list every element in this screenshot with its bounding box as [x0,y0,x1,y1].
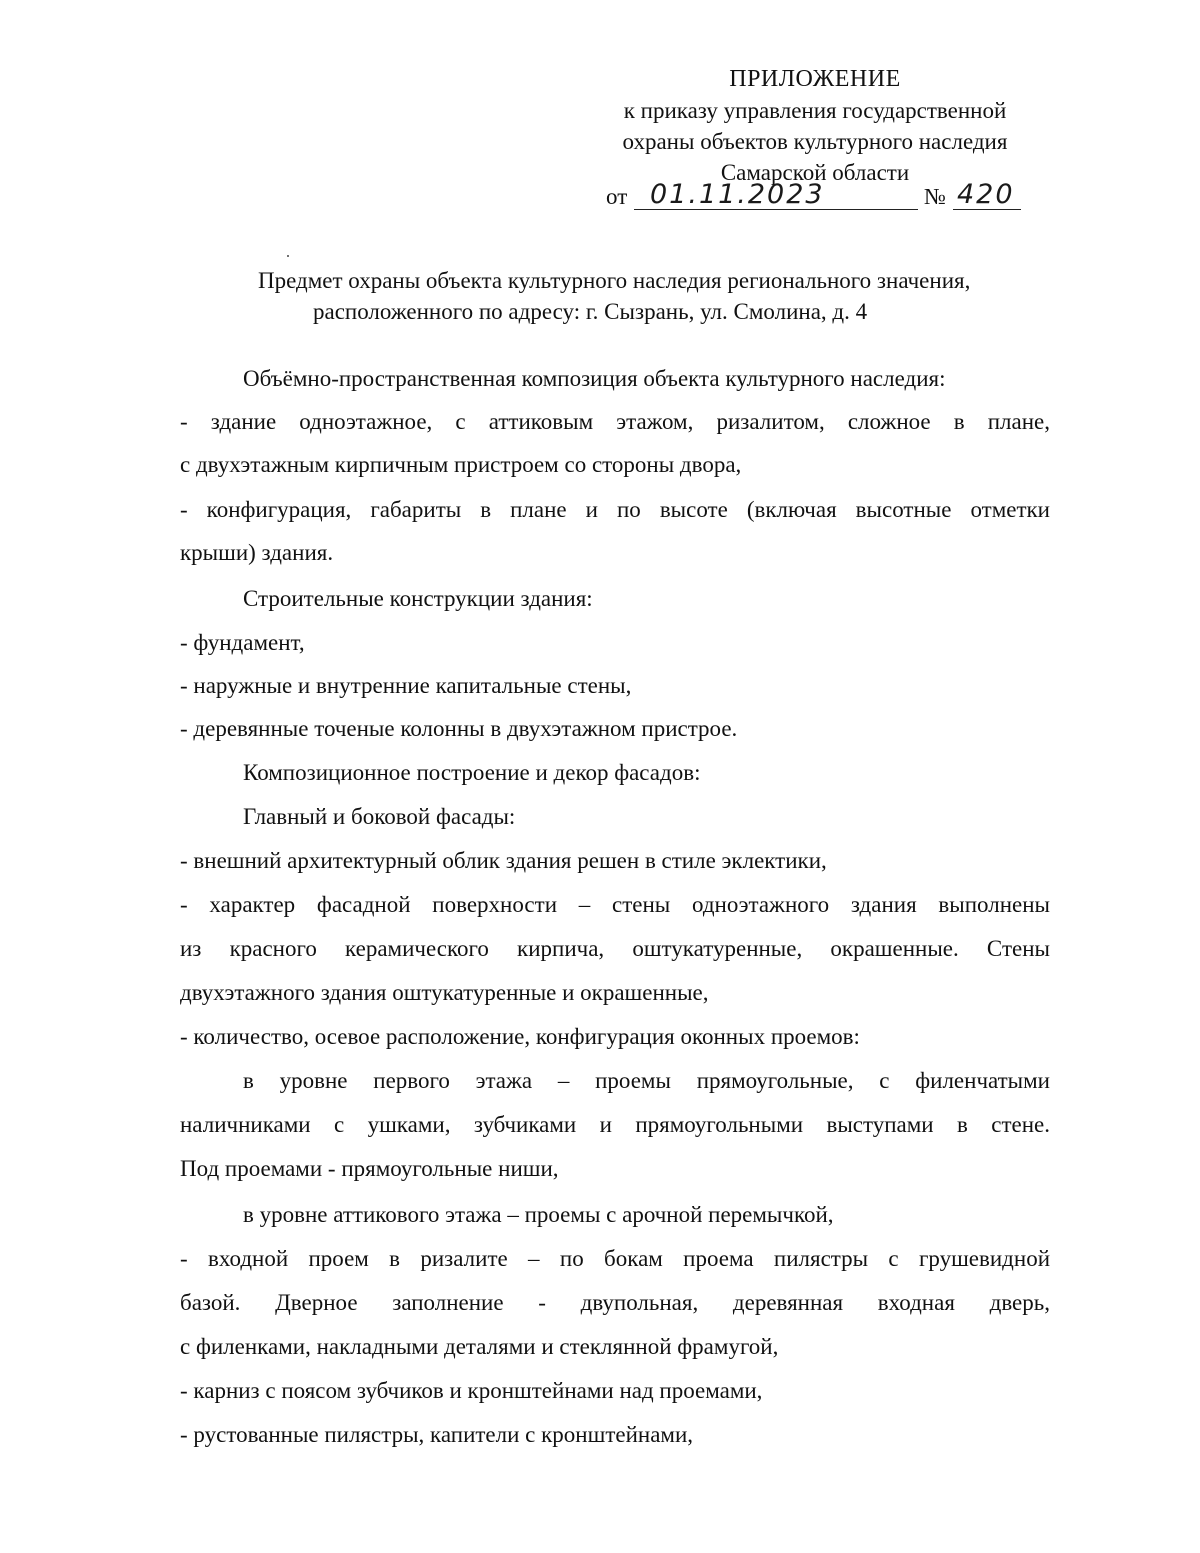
body-line: - наружные и внутренние капитальные стены, [180,673,632,698]
body-line: в уровне аттикового этажа – проемы с арочной перемычкой, [243,1202,834,1227]
body-line: двухэтажного здания оштукатуренные и окрашенные, [180,980,709,1005]
body-line: - внешний архитектурный облик здания решен в стиле эклектики, [180,848,827,873]
subject-line-2: расположенного по адресу: г. Сызрань, ул. Смолина, д. 4 [313,299,868,324]
body-line: - фундамент, [180,630,305,655]
body-line: - деревянные точеные колонны в двухэтажном пристрое. [180,716,738,741]
body-line: базой. Дверное заполнение - двупольная, деревянная входная дверь, [180,1290,1050,1315]
date-prefix: от [606,184,628,209]
scan-speck [287,255,289,257]
body-line: в уровне первого этажа – проемы прямоугольные, с филенчатыми [243,1068,1050,1093]
number-prefix: № [924,184,946,209]
subject-line-1: Предмет охраны объекта культурного наследия регионального значения, [258,268,971,293]
body-line: из красного керамического кирпича, оштукатуренные, окрашенные. Стены [180,936,1050,961]
document-subject [180,265,1130,327]
body-line: наличниками с ушками, зубчиками и прямоугольными выступами в стене. [180,1112,1050,1137]
body-line: - входной проем в ризалите – по бокам проема пилястры с грушевидной [180,1246,1050,1271]
order-date-handwritten: 01.11.2023 [634,180,918,210]
body-line: Объёмно-пространственная композиция объекта культурного наследия: [243,366,946,391]
appendix-line-3: Самарской области [720,160,910,185]
body-line: с двухэтажным кирпичным пристроем со стороны двора, [180,452,742,477]
body-line: Под проемами - прямоугольные ниши, [180,1156,559,1181]
body-line: - рустованные пилястры, капители с кронштейнами, [180,1422,694,1447]
body-line: - конфигурация, габариты в плане и по высоте (включая высотные отметки [180,497,1050,522]
body-line: Композиционное построение и декор фасадов: [243,760,701,785]
order-number-handwritten: 420 [953,180,1021,210]
body-line: Строительные конструкции здания: [243,586,593,611]
appendix-header [580,64,1050,188]
body-line: - характер фасадной поверхности – стены одноэтажного здания выполнены [180,892,1050,917]
appendix-line-2: охраны объектов культурного наследия [622,129,1008,154]
body-line: - здание одноэтажное, с аттиковым этажом, ризалитом, сложное в плане, [180,409,1050,434]
appendix-title: ПРИЛОЖЕНИЕ [729,66,901,92]
body-line: с филенками, накладными деталями и стеклянной фрамугой, [180,1334,779,1359]
appendix-line-1: к приказу управления государственной [623,98,1007,123]
body-line: Главный и боковой фасады: [243,804,516,829]
body-line: крыши) здания. [180,540,334,565]
body-line: - карниз с поясом зубчиков и кронштейнами над проемами, [180,1378,763,1403]
body-line: - количество, осевое расположение, конфигурация оконных проемов: [180,1024,860,1049]
order-date-number-row [606,180,1026,216]
